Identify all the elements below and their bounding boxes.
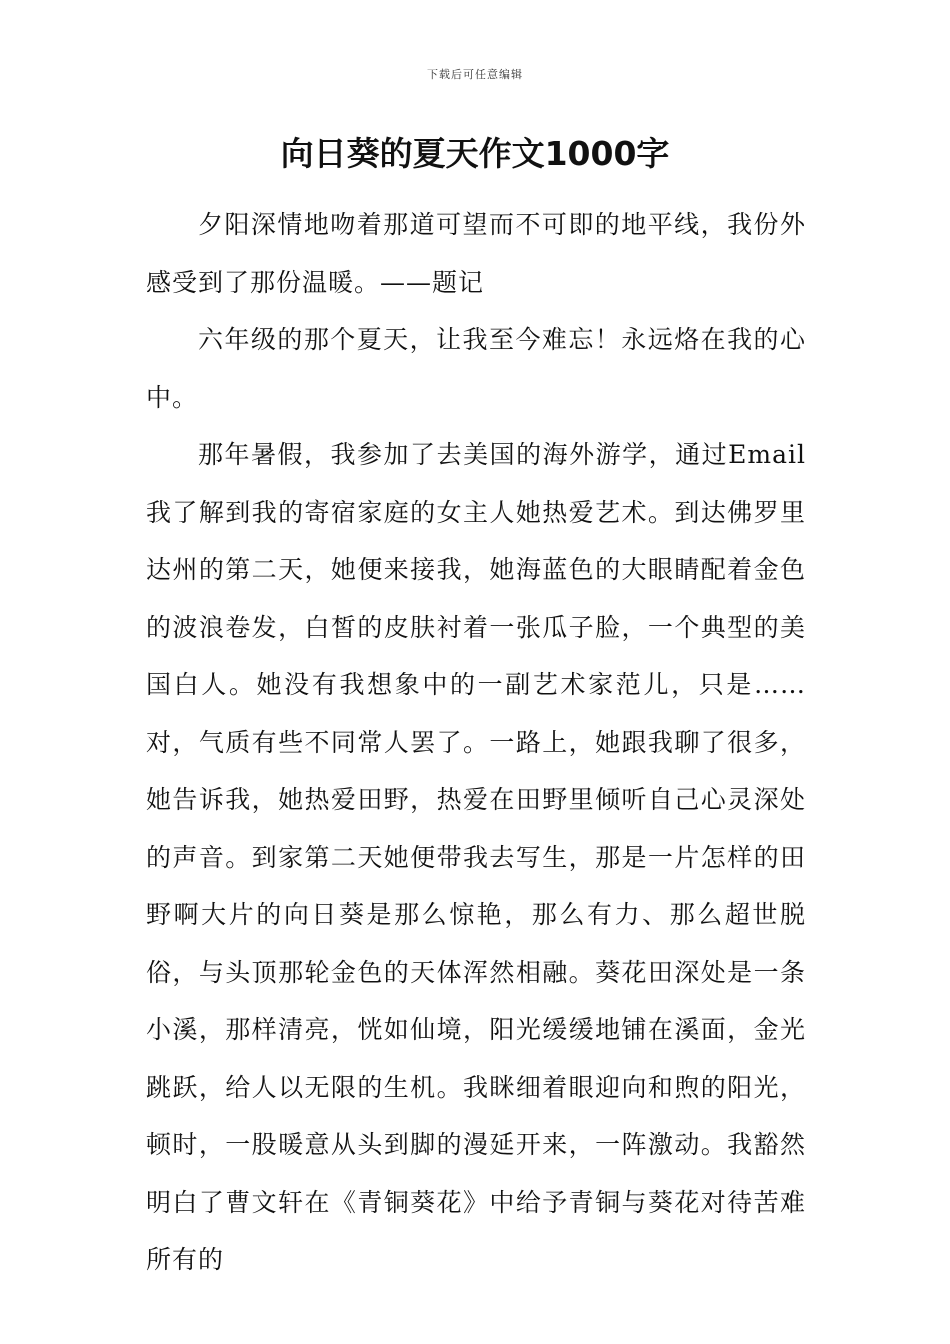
paragraph-intro: 六年级的那个夏天，让我至今难忘！永远烙在我的心中。 [146,325,806,412]
document-title: 向日葵的夏天作文1000字 [280,134,670,173]
paragraph-epigraph: 夕阳深情地吻着那道可望而不可即的地平线，我份外感受到了那份温暖。——题记 [146,210,806,297]
header-note: 下载后可任意编辑 [427,68,523,81]
document-body [146,196,806,1289]
paragraph-main: 那年暑假，我参加了去美国的海外游学，通过Email我了解到我的寄宿家庭的女主人她热爱艺术。到达佛罗里达州的第二天，她便来接我，她海蓝色的大眼睛配着金色的波浪卷发，白皙的皮肤衬着一张瓜子脸，一个典型的美国白人。她没有我想象中的一副艺术家范儿，只是……对，气质有些不同常人罢了。一路上，她跟我聊了很多，她告诉我，她热爱田野，热爱在田野里倾听自己心灵深处的声音。到家第二天她便带我去写生，那是一片怎样的田野啊大片的向日葵是那么惊艳，那么有力、那么超世脱俗，与头顶那轮金色的天体浑然相融。葵花田深处是一条小溪，那样清亮，恍如仙境，阳光缓缓地铺在溪面，金光跳跃，给人以无限的生机。我眯细着眼迎向和煦的阳光，顿时，一股暖意从头到脚的漫延开来，一阵激动。我豁然明白了曹文轩在《青铜葵花》中给予青铜与葵花对待苦难所有的 [146,440,806,1274]
